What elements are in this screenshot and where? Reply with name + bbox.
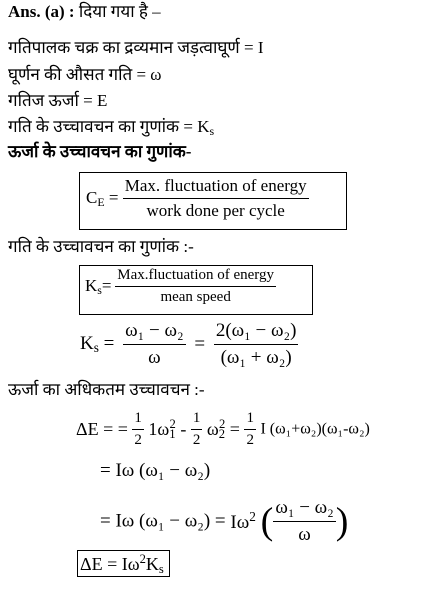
right-paren: ) xyxy=(335,500,349,543)
given-energy: गतिज ऊर्जा = E xyxy=(8,91,108,110)
delta-e-line3-frac xyxy=(273,497,335,546)
ks-equals: = xyxy=(101,275,112,295)
final-tail: K xyxy=(145,554,159,574)
half-frac-2 xyxy=(191,410,203,449)
ks-formula xyxy=(85,267,276,306)
ce-lhs: C xyxy=(86,187,98,207)
delta-e-line2: = Iω (ω₁ − ω₂) xyxy=(100,460,211,481)
heading-energy-fluctuation: ऊर्जा के उच्चावचन का गुणांक- xyxy=(8,142,192,161)
delta-e-line1-rhs: I (ω₁+ω₂)(ω₁-ω₂) xyxy=(260,420,370,438)
ce-formula xyxy=(86,176,309,221)
ks-denominator: mean speed xyxy=(160,289,231,305)
ce-fraction xyxy=(123,176,309,221)
final-result xyxy=(80,552,164,577)
given-coefficient-sub: s xyxy=(209,124,215,138)
delta-e-line1-p2: ω xyxy=(206,419,219,439)
given-coefficient-text: गति के उच्चावचन का गुणांक = K xyxy=(8,117,210,136)
given-intro: दिया गया है – xyxy=(78,2,161,21)
given-inertia: गतिपालक चक्र का द्रव्यमान जड़त्वाघूर्ण = I xyxy=(8,38,264,57)
half-frac-3-num: 1 xyxy=(244,410,256,430)
ks-exp-lhs: K xyxy=(80,333,94,354)
ks-exp-frac1-num: ω₁ − ω₂ xyxy=(123,320,185,345)
half-frac-3-den: 2 xyxy=(246,432,254,448)
half-frac-2-den: 2 xyxy=(192,432,201,448)
delta-e-line3-left: = Iω (ω₁ − ω₂) = xyxy=(100,510,226,532)
ks-exp-frac2 xyxy=(214,320,299,369)
given-coefficient xyxy=(8,117,214,141)
half-frac-1 xyxy=(132,410,144,449)
delta-e-line3-frac-num: ω₁ − ω₂ xyxy=(273,497,335,522)
half-frac-2-num: 1 xyxy=(191,410,203,430)
delta-e-line1-p1: 1ω xyxy=(148,419,170,439)
heading-max-energy: ऊर्जा का अधिकतम उच्चावचन :- xyxy=(8,380,205,399)
half-frac-1-num: 1 xyxy=(132,410,144,430)
delta-e-line3-mid: Iω xyxy=(230,512,250,533)
left-paren: ( xyxy=(260,500,274,543)
ks-exp-frac1-den: ω xyxy=(148,347,161,368)
ks-lhs-sub: s xyxy=(97,282,102,297)
ce-equals: = xyxy=(108,187,119,207)
delta-e-line3: = Iω $(\omega_1 - \omega_2) = I\omega^2$ ( $\frac{\text{ω₁ − ω₂}}{\omega}$ ) xyxy=(100,497,349,545)
ks-numerator: Max.fluctuation of energy xyxy=(115,267,276,287)
half-frac-3 xyxy=(244,410,256,449)
ks-expanded: $K_s$ = $\frac{\text{ω₁ − ω₂}}{\omega}$ = $\frac{\text{2(ω₁ − ω₂)}}{\text{(ω₁ + ω₂)}}$ xyxy=(80,320,297,368)
ks-fraction xyxy=(115,267,276,306)
final-text: ΔE = Iω xyxy=(80,554,140,574)
ks-exp-frac2-num: 2(ω₁ − ω₂) xyxy=(214,320,299,345)
ce-lhs-sub: E xyxy=(97,194,105,209)
ks-exp-frac1 xyxy=(123,320,185,369)
final-sup: 2 xyxy=(139,552,146,566)
given-speed: घूर्णन की औसत गति = ω xyxy=(8,65,162,84)
ks-lhs: K xyxy=(85,275,98,295)
ks-exp-frac2-den: (ω₁ + ω₂) xyxy=(220,347,292,368)
ce-denominator: work done per cycle xyxy=(146,201,285,220)
delta-e-line1: ΔE = = $\frac{1}{2}$ $1\omega_1^2$ - $\frac{1}{2}$ $\omega_2^2$ = $\frac{1}{2}$ I (ω₁+ω₂)(ω₁-ω₂) xyxy=(76,410,370,448)
ks-exp-lhs-sub: s xyxy=(93,340,99,355)
half-frac-1-den: 2 xyxy=(134,432,142,448)
final-tail-sub: s xyxy=(158,562,164,576)
answer-line xyxy=(8,2,161,22)
heading-speed-coefficient: गति के उच्चावचन का गुणांक :- xyxy=(8,237,194,256)
delta-e-line3-frac-den: ω xyxy=(298,524,311,545)
ce-numerator: Max. fluctuation of energy xyxy=(123,176,309,199)
answer-prefix: Ans. (a) : xyxy=(8,2,75,21)
delta-e-line1-lhs: ΔE = = xyxy=(76,419,128,439)
